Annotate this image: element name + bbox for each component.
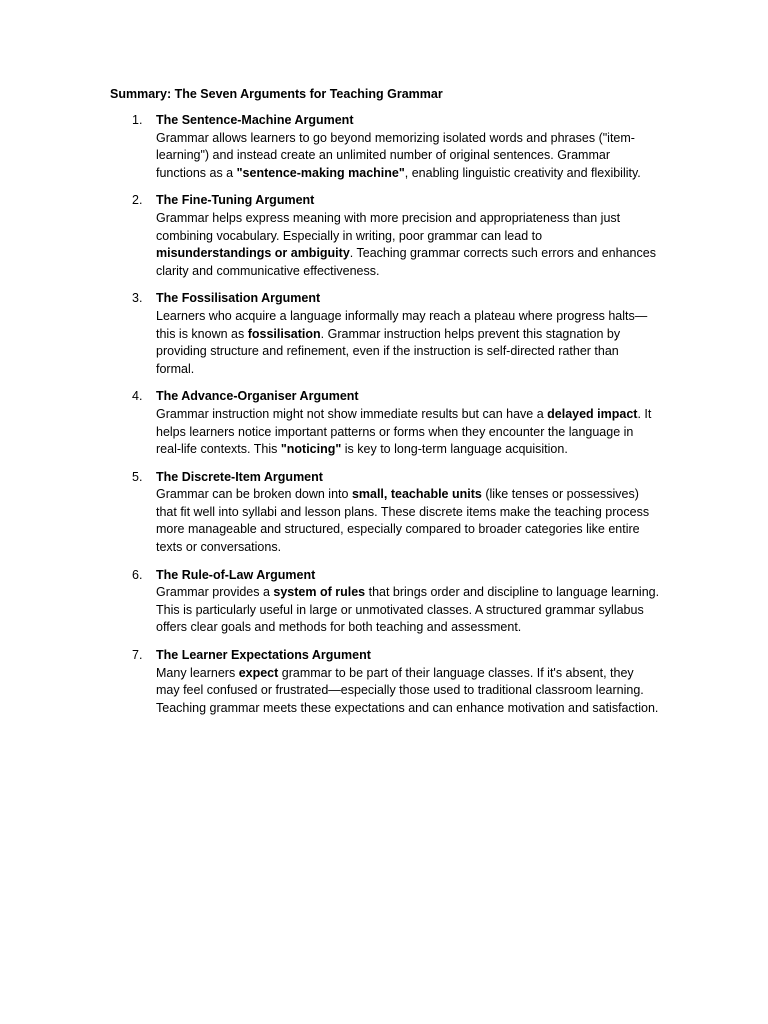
argument-body-text: . Grammar instruction helps prevent this stagnation by providing structure and refinement, even if the instruction is self-directed rather than formal.	[156, 326, 621, 376]
argument-number: 7.	[132, 648, 143, 663]
argument-heading: The Sentence-Machine Argument	[156, 113, 354, 127]
argument-body-text: is key to long-term language acquisition.	[341, 442, 568, 457]
argument-number: 4.	[132, 389, 143, 404]
argument-item	[110, 112, 660, 182]
argument-body	[156, 665, 660, 718]
argument-body-emphasis: "noticing"	[280, 442, 342, 457]
argument-body-text: grammar to be part of their language classes. If it's absent, they may feel confused or frustrated—especially those used to traditional classroom learning. Teaching grammar meets these expectations and can enhance motivation and satisfaction.	[156, 665, 659, 715]
argument-item	[110, 192, 660, 280]
argument-body	[156, 308, 660, 378]
argument-item	[110, 469, 660, 557]
argument-body-text: Grammar can be broken down into	[156, 487, 352, 502]
argument-list	[110, 112, 660, 717]
argument-heading: The Advance-Organiser Argument	[156, 389, 359, 404]
argument-body-emphasis: misunderstandings or ambiguity	[156, 246, 350, 261]
argument-body-text: , enabling linguistic creativity and flexibility.	[404, 165, 641, 180]
argument-body-text: . Teaching grammar corrects such errors and enhances clarity and communicative effectiveness.	[156, 246, 656, 278]
argument-body-text: . It helps learners notice important patterns or forms when they encounter the language in real-life contexts. This	[156, 406, 652, 457]
argument-body-text: Grammar helps express meaning with more precision and appropriateness than just combining vocabulary. Especially in writing, poor grammar can lead to	[156, 210, 621, 243]
argument-number: 2.	[132, 193, 143, 208]
argument-number: 1.	[132, 113, 143, 127]
document-title: Summary: The Seven Arguments for Teaching Grammar	[110, 87, 443, 101]
argument-item	[110, 647, 660, 717]
argument-heading: The Fine-Tuning Argument	[156, 193, 315, 208]
argument-body-emphasis: "sentence-making machine"	[236, 165, 405, 180]
argument-number: 5.	[132, 469, 143, 484]
argument-heading: The Learner Expectations Argument	[156, 648, 371, 663]
argument-body	[156, 486, 660, 556]
argument-body-text: Grammar instruction might not show immediate results but can have a	[156, 406, 548, 421]
argument-number: 6.	[132, 567, 143, 582]
argument-body-text: that brings order and discipline to language learning. This is particularly useful in large or unmotivated classes. A structured grammar syllabus offers clear goals and methods for both teaching and assessment.	[156, 585, 660, 635]
argument-body-text: Learners who acquire a language informally may reach a plateau where progress halts—this is known as	[156, 308, 648, 341]
argument-body-text: (like tenses or possessives) that fit well into syllabi and lesson plans. These discrete items make the teaching process more manageable and structured, especially compared to broader categories like entire texts or conversations.	[156, 487, 650, 555]
argument-heading: The Fossilisation Argument	[156, 291, 321, 306]
argument-heading: The Discrete-Item Argument	[156, 469, 323, 484]
argument-item	[110, 567, 660, 637]
argument-body-emphasis: fossilisation	[247, 326, 321, 341]
argument-body	[156, 406, 660, 459]
argument-heading: The Rule-of-Law Argument	[156, 567, 316, 582]
argument-body-text: Grammar provides a	[156, 585, 274, 600]
argument-body	[156, 130, 660, 183]
argument-number: 3.	[132, 291, 143, 306]
argument-body-text: Grammar allows learners to go beyond memorizing isolated words and phrases ("item-learning") and instead create an unlimited number of original sentences. Grammar functions as a	[156, 130, 635, 180]
argument-body-emphasis: small, teachable units	[351, 487, 482, 502]
argument-item	[110, 290, 660, 378]
argument-body-emphasis: delayed impact	[547, 406, 638, 421]
argument-body-text: Many learners	[156, 665, 239, 680]
argument-body-emphasis: system of rules	[273, 585, 366, 600]
argument-body	[156, 584, 660, 637]
argument-body	[156, 210, 660, 280]
argument-item	[110, 388, 660, 458]
argument-body-emphasis: expect	[238, 665, 279, 680]
document-page	[110, 86, 660, 727]
